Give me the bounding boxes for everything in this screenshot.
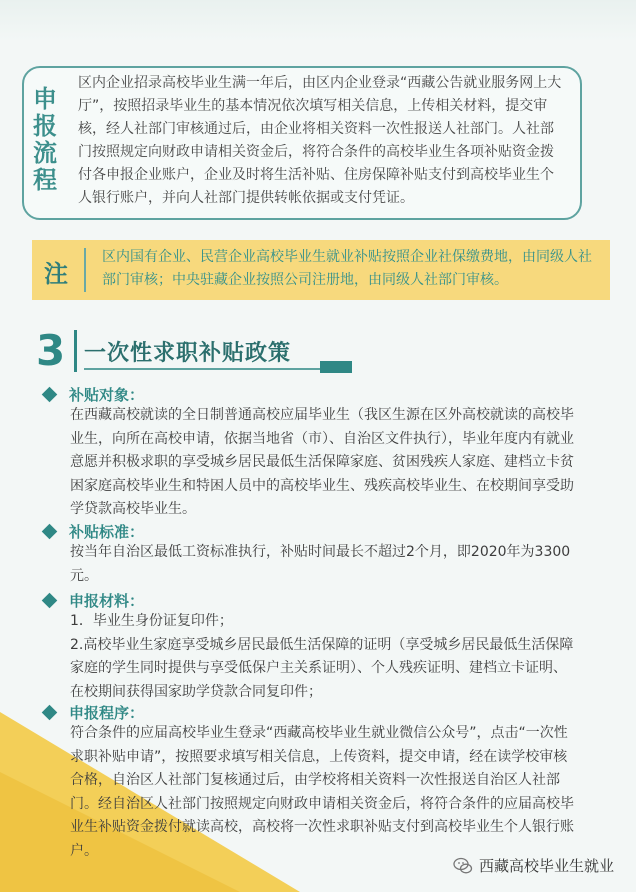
section-underline-tail: [320, 361, 352, 373]
item-body: [70, 610, 576, 704]
item-title: 补贴对象：: [69, 386, 145, 404]
item-body: 在西藏高校就读的全日制普通高校应届毕业生（我区生源在区外高校就读的高校毕业生，向所在高校申请，依据当地省（市）、自治区文件执行），毕业年度内有就业意愿并积极求职的享受城乡居民最低生活保障家庭、贫困残疾人家庭、建档立卡贫困家庭高校毕业生和特困人员中的高校毕业生、残疾高校毕业生、在校期间享受助学贷款高校毕业生。: [70, 407, 574, 517]
item-title: 补贴标准：: [69, 523, 145, 541]
item-body: 符合条件的应届高校毕业生登录“西藏高校毕业生就业微信公众号”，点击“一次性求职补贴申请”，按照要求填写相关信息，上传资料，提交申请，经在读学校审核合格，自治区人社部门复核通过后，由学校将相关资料一次性报送自治区人社部门。经自治区人社部门按照规定向财政申请相关资金后，将符合条件的应届高校毕业生补贴资金拨付就读高校，高校将一次性求职补贴支付到高校毕业生个人银行账户。: [70, 725, 574, 859]
section-number: 3: [36, 326, 66, 375]
section-bar: [74, 330, 77, 372]
diamond-bullet-icon: [42, 705, 58, 721]
item-head-procedure: [44, 702, 144, 723]
section-underline: [84, 368, 320, 370]
footer-brand-name: 西藏高校毕业生就业: [478, 857, 614, 875]
section-title: 一次性求职补贴政策: [84, 341, 292, 366]
material-line: 1．毕业生身份证复印件；: [70, 613, 233, 629]
wechat-icon: [453, 856, 473, 876]
item-head-standard: [44, 521, 144, 542]
note-divider: [84, 248, 86, 292]
diamond-bullet-icon: [42, 593, 58, 609]
item-title: 申报材料：: [69, 592, 145, 610]
item-body: 按当年自治区最低工资标准执行，补贴时间最长不超过2个月，即2020年为3300元。: [70, 544, 571, 584]
footer-brand: [453, 855, 614, 876]
note-label: 注: [44, 260, 68, 288]
diamond-bullet-icon: [42, 524, 58, 540]
procedure-label: 申报流程: [33, 85, 57, 194]
item-head-target: [44, 384, 144, 405]
top-shade: [0, 0, 636, 40]
diamond-bullet-icon: [42, 387, 58, 403]
note-text: 区内国有企业、民营企业高校毕业生就业补贴按照企业社保缴费地，由同级人社部门审核；中央驻藏企业按照公司注册地，由同级人社部门审核。: [102, 249, 592, 288]
material-line: 2.高校毕业生家庭享受城乡居民最低生活保障的证明（享受城乡居民最低生活保障家庭的学生同时提供与享受低保户主关系证明）、个人残疾证明、建档立卡证明、在校期间获得国家助学贷款合同复印件；: [70, 636, 574, 700]
item-head-materials: [44, 590, 144, 611]
item-title: 申报程序：: [69, 704, 145, 722]
procedure-text: 区内企业招录高校毕业生满一年后，由区内企业登录“西藏公告就业服务网上大厅”，按照招录毕业生的基本情况依次填写相关信息，上传相关材料，提交审核，经人社部门审核通过后，由企业将相关资料一次性报送人社部门。人社部门按照规定向财政申请相关资金后，将符合条件的高校毕业生各项补贴资金拨付各申报企业账户，企业及时将生活补贴、住房保障补贴支付到高校毕业生个人银行账户，并向人社部门提供转帐依据或支付凭证。: [78, 75, 562, 206]
